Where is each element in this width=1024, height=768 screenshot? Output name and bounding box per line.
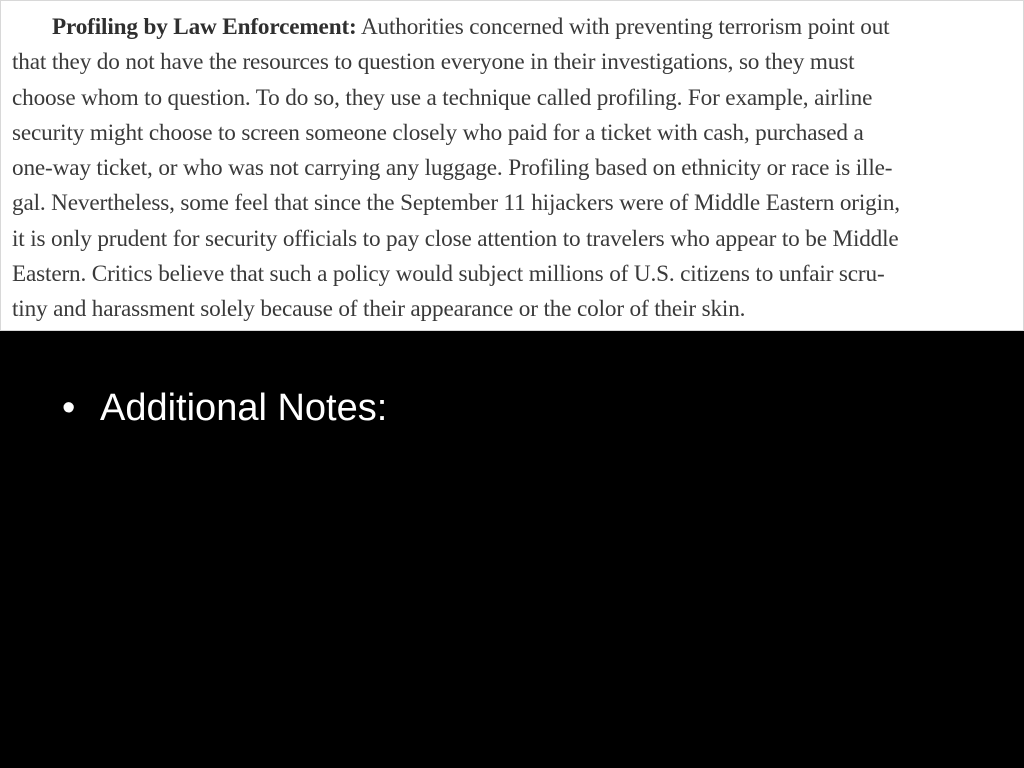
excerpt-line-text: Authorities concerned with preventing terrorism point out bbox=[356, 14, 890, 40]
excerpt-line: tiny and harassment solely because of their appearance or the color of their skin. bbox=[12, 296, 746, 323]
textbook-excerpt-image bbox=[0, 0, 1024, 331]
excerpt-line: gal. Nevertheless, some feel that since the September 11 hijackers were of Middle Eastern origin, bbox=[12, 190, 900, 217]
excerpt-heading: Profiling by Law Enforcement: bbox=[52, 14, 357, 40]
excerpt-line: choose whom to question. To do so, they use a technique called profiling. For example, airline bbox=[12, 84, 873, 111]
additional-notes-label: Additional Notes: bbox=[100, 387, 388, 429]
excerpt-line: Eastern. Critics believe that such a policy would subject millions of U.S. citizens to unfair scru- bbox=[12, 261, 885, 288]
excerpt-line: it is only prudent for security officials to pay close attention to travelers who appear to be Middle bbox=[12, 225, 899, 252]
excerpt-line: security might choose to screen someone closely who paid for a ticket with cash, purchased a bbox=[12, 119, 864, 146]
additional-notes-bullet bbox=[62, 387, 387, 430]
excerpt-line: one-way ticket, or who was not carrying any luggage. Profiling based on ethnicity or race is ille- bbox=[12, 155, 893, 182]
excerpt-line: that they do not have the resources to question everyone in their investigations, so they must bbox=[12, 49, 855, 76]
bullet-marker: • bbox=[62, 387, 76, 429]
excerpt-line bbox=[12, 10, 1015, 45]
